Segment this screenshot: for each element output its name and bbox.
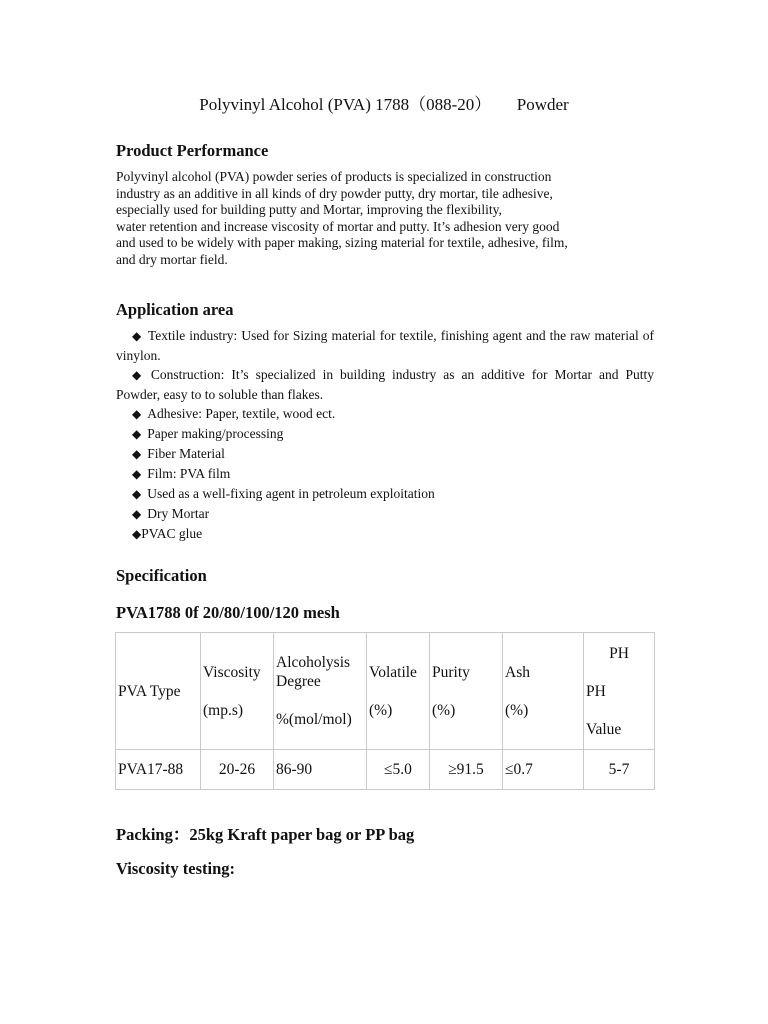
document-title: Polyvinyl Alcohol (PVA) 1788（088-20） Powder xyxy=(199,95,569,114)
table-cell: ≥91.5 xyxy=(430,750,503,790)
list-item: ◆ Film: PVA film xyxy=(132,466,231,481)
list-item: ◆ Construction: It’s specialized in building industry as an additive for Mortar and Putty Powder, easy to to soluble than flakes. xyxy=(116,367,654,402)
application-area-list xyxy=(116,326,654,544)
paragraph-line: water retention and increase viscosity of mortar and putty. It’s adhesion very good xyxy=(116,218,560,234)
viscosity-testing-heading: Viscosity testing: xyxy=(116,859,235,878)
diamond-bullet-icon: ◆ xyxy=(132,487,142,501)
list-item: ◆ Dry Mortar xyxy=(132,506,210,521)
specification-table xyxy=(115,632,655,790)
paragraph-line: industry as an additive in all kinds of dry powder putty, dry mortar, tile adhesive, xyxy=(116,185,553,201)
diamond-bullet-icon: ◆ xyxy=(132,447,142,461)
header-cell-volatile: Volatile (%) xyxy=(367,633,430,750)
header-cell-purity: Purity (%) xyxy=(430,633,503,750)
header-cell-pva-type: PVA Type xyxy=(116,633,201,750)
table-row xyxy=(116,750,655,790)
header-cell-alcoholysis: Alcoholysis Degree %(mol/mol) xyxy=(274,633,367,750)
table-cell: ≤0.7 xyxy=(503,750,584,790)
diamond-bullet-icon: ◆ xyxy=(132,507,142,521)
list-item: ◆ Fiber Material xyxy=(132,446,225,461)
list-item: ◆ Paper making/processing xyxy=(132,426,284,441)
specification-heading: Specification xyxy=(116,566,207,585)
list-item: ◆ Textile industry: Used for Sizing material for textile, finishing agent and the raw material of vinylon. xyxy=(116,328,654,363)
specification-subheading: PVA1788 0f 20/80/100/120 mesh xyxy=(116,603,340,622)
packing-text: Packing：25kg Kraft paper bag or PP bag xyxy=(116,825,415,844)
diamond-bullet-icon: ◆ xyxy=(132,407,142,421)
product-performance-heading: Product Performance xyxy=(116,141,269,160)
diamond-bullet-icon: ◆ xyxy=(132,527,142,541)
diamond-bullet-icon: ◆ xyxy=(132,467,142,481)
paragraph-line: and used to be widely with paper making, sizing material for textile, adhesive, film, xyxy=(116,235,568,250)
application-area-heading: Application area xyxy=(116,300,234,319)
header-cell-ph: PH PH Value xyxy=(584,633,655,750)
list-item: ◆ Used as a well-fixing agent in petroleum exploitation xyxy=(132,486,435,501)
paragraph-line: especially used for building putty and Mortar, improving the flexibility, xyxy=(116,202,502,217)
header-cell-viscosity: Viscosity (mp.s) xyxy=(201,633,274,750)
list-item: ◆PVAC glue xyxy=(132,526,203,541)
list-item: ◆ Adhesive: Paper, textile, wood ect. xyxy=(132,406,336,421)
paragraph-line: Polyvinyl alcohol (PVA) powder series of products is specialized in construction xyxy=(116,169,552,184)
product-performance-paragraph xyxy=(116,169,646,268)
paragraph-line: and dry mortar field. xyxy=(116,251,228,267)
diamond-bullet-icon: ◆ xyxy=(132,427,142,441)
table-cell: 5-7 xyxy=(584,750,655,790)
diamond-bullet-icon: ◆ xyxy=(132,329,142,343)
table-cell: 20-26 xyxy=(201,750,274,790)
table-header-row xyxy=(116,633,655,750)
diamond-bullet-icon: ◆ xyxy=(132,368,145,382)
table-cell: PVA17-88 xyxy=(116,750,201,790)
table-cell: 86-90 xyxy=(274,750,367,790)
table-cell: ≤5.0 xyxy=(367,750,430,790)
header-cell-ash: Ash (%) xyxy=(503,633,584,750)
